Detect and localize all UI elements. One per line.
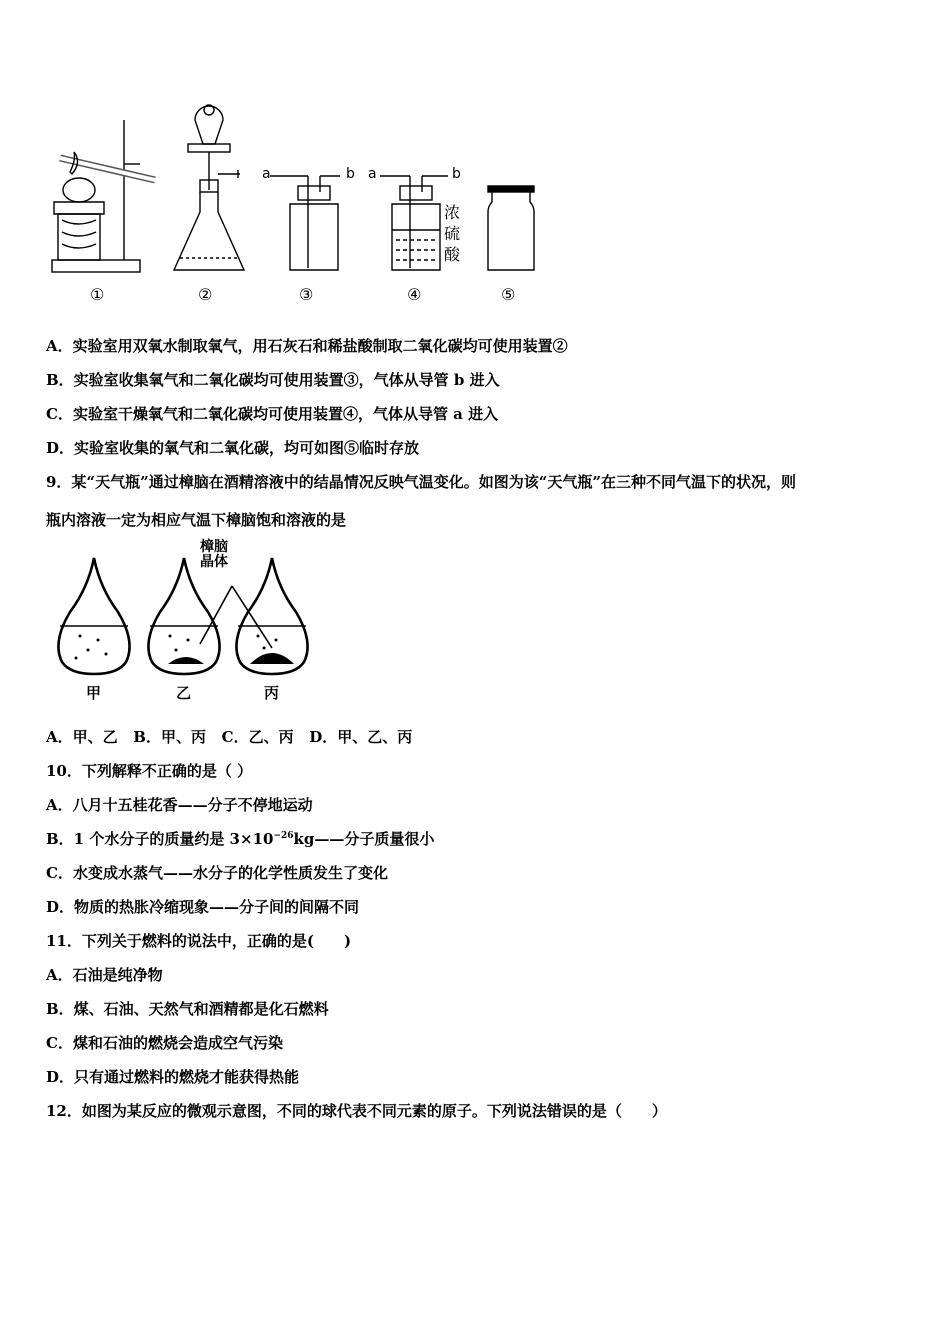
apparatus-figure [40,100,560,310]
apparatus-label-2: ② [198,285,213,304]
tube-label-a: a [262,166,271,182]
q10-stem: 10．下列解释不正确的是（ ） [46,762,253,780]
crystal-label [200,540,228,570]
tube-label-b: b [346,166,355,182]
crystal-label-line1: 樟脑 [200,539,228,555]
q9-options: A．甲、乙 B．甲、丙 C．乙、丙 D．甲、乙、丙 [46,728,413,746]
flask-yi [148,558,219,674]
flask-label-yi: 乙 [176,684,192,702]
acid-char-2: 硫 [444,224,461,243]
q10-option-b-prefix: B．1 个水分子的质量约是 3×10 [46,830,274,848]
tube-label-b-4: b [452,166,461,182]
apparatus-label-3: ③ [299,285,314,304]
q11-option-b: B．煤、石油、天然气和酒精都是化石燃料 [46,1000,329,1018]
q11-option-a: A．石油是纯净物 [46,966,163,984]
apparatus-label-4: ④ [407,285,422,304]
tube-label-a-4: a [368,166,377,182]
stand-base [52,260,140,272]
conical-flask [174,192,244,270]
q8-option-d: D．实验室收集的氧气和二氧化碳，均可如图⑤临时存放 [46,439,420,457]
q11-stem: 11．下列关于燃料的说法中，正确的是( ) [46,932,352,950]
crystal-label-line2: 晶体 [200,554,228,570]
q8-option-c: C．实验室干燥氧气和二氧化碳均可使用装置④，气体从导管 a 进入 [46,405,499,423]
apparatus-label-1: ① [90,285,105,304]
q11-option-c: C．煤和石油的燃烧会造成空气污染 [46,1034,283,1052]
q8-option-a: A．实验室用双氧水制取氧气，用石灰石和稀盐酸制取二氧化碳均可使用装置② [46,337,568,355]
q10-option-a: A．八月十五桂花香——分子不停地运动 [46,796,313,814]
flask-label-bing: 丙 [264,684,280,702]
q8-option-b: B．实验室收集氧气和二氧化碳均可使用装置③，气体从导管 b 进入 [46,371,500,389]
gas-bottle-3 [290,204,338,270]
gas-bottle-5 [488,192,534,270]
q9-stem-line1: 9．某“天气瓶”通过樟脑在酒精溶液中的结晶情况反映气温变化。如图为该“天气瓶”在三种不同气温下的状况，则 [46,473,796,491]
flask-jia [58,558,129,674]
q9-stem-line2: 瓶内溶液一定为相应气温下樟脑饱和溶液的是 [46,511,347,529]
acid-char-3: 酸 [444,245,461,264]
q10-option-d: D．物质的热胀冷缩现象——分子间的间隔不同 [46,898,360,916]
bottle-cap [488,186,534,192]
q10-option-b-exponent: −26 [273,831,294,841]
q12-stem: 12．如图为某反应的微观示意图，不同的球代表不同元素的原子。下列说法错误的是（ ） [46,1102,667,1120]
apparatus-drawing [40,100,560,310]
acid-char-1: 浓 [444,203,461,222]
q11-option-d: D．只有通过燃料的燃烧才能获得热能 [46,1068,300,1086]
apparatus-label-5: ⑤ [501,285,516,304]
crystal-yi [168,657,204,664]
weather-bottle-figure [50,540,320,705]
q10-option-c: C．水变成水蒸气——水分子的化学性质发生了变化 [46,864,388,882]
acid-label [444,202,462,265]
crystal-bing [250,653,294,664]
funnel [195,106,223,144]
weather-bottle-drawing [50,540,320,705]
flask-label-jia: 甲 [86,684,102,702]
q10-option-b-suffix: kg——分子质量很小 [293,830,435,848]
q10-option-b [46,829,434,849]
